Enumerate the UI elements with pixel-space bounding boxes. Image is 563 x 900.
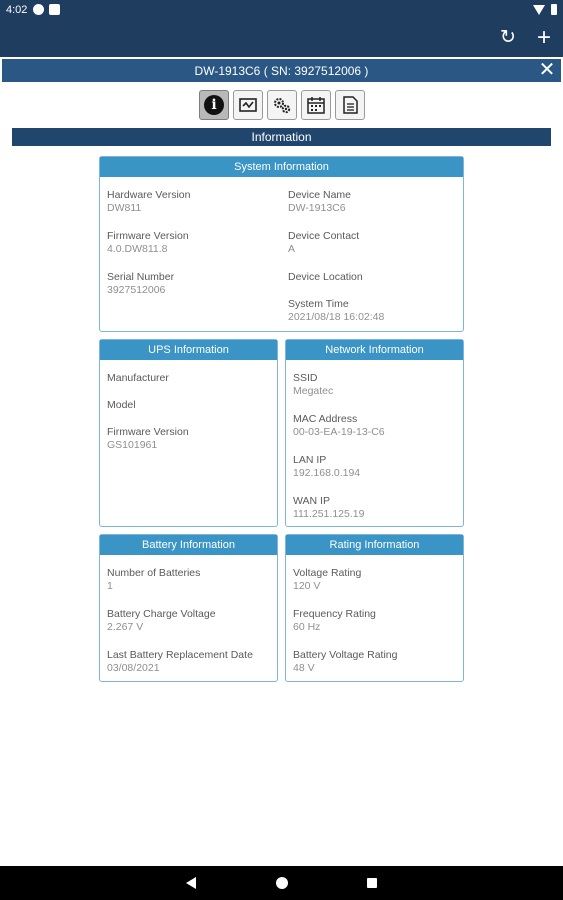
card-title: System Information bbox=[100, 157, 463, 177]
info-tab-button[interactable] bbox=[199, 90, 229, 120]
ups-information-card bbox=[99, 339, 278, 527]
battery-information-card bbox=[99, 534, 278, 682]
ssid-field: SSID Megatec bbox=[293, 372, 334, 397]
app-bar bbox=[0, 19, 563, 57]
device-header-title: DW-1913C6 ( SN: 3927512006 ) bbox=[194, 63, 369, 78]
refresh-icon[interactable]: ↻ bbox=[500, 27, 516, 48]
card-title: Battery Information bbox=[100, 535, 277, 555]
manufacturer-field: Manufacturer bbox=[107, 372, 169, 384]
back-icon[interactable] bbox=[186, 877, 196, 889]
wan-ip-field: WAN IP 111.251.125.19 bbox=[293, 495, 365, 520]
log-icon bbox=[340, 95, 360, 115]
hardware-version-field: Hardware Version DW811 bbox=[107, 189, 191, 214]
model-field: Model bbox=[107, 399, 136, 411]
notification-icon bbox=[33, 4, 44, 15]
firmware-version-field: Firmware Version 4.0.DW811.8 bbox=[107, 230, 189, 255]
mac-address-field: MAC Address 00-03-EA-19-13-C6 bbox=[293, 413, 385, 438]
battery-count-field: Number of Batteries 1 bbox=[107, 567, 201, 592]
status-bar bbox=[0, 0, 563, 19]
battery-voltage-rating-field: Battery Voltage Rating 48 V bbox=[293, 649, 398, 674]
monitor-icon bbox=[238, 95, 258, 115]
status-time: 4:02 bbox=[6, 3, 28, 16]
system-time-field: System Time 2021/08/18 16:02:48 bbox=[288, 298, 385, 323]
navigation-bar bbox=[0, 866, 563, 900]
lan-ip-field: LAN IP 192.168.0.194 bbox=[293, 454, 361, 479]
battery-charge-voltage-field: Battery Charge Voltage 2.267 V bbox=[107, 608, 216, 633]
card-title: UPS Information bbox=[100, 340, 277, 360]
info-icon: i bbox=[204, 95, 224, 115]
card-title: Rating Information bbox=[286, 535, 463, 555]
sd-card-icon bbox=[49, 4, 60, 15]
serial-number-field: Serial Number 3927512006 bbox=[107, 271, 175, 296]
toolbar bbox=[199, 90, 365, 120]
voltage-rating-field: Voltage Rating 120 V bbox=[293, 567, 362, 592]
battery-icon bbox=[551, 4, 557, 15]
device-contact-field: Device Contact A bbox=[288, 230, 360, 255]
monitor-tab-button[interactable] bbox=[233, 90, 263, 120]
network-information-card bbox=[285, 339, 464, 527]
device-location-field: Device Location bbox=[288, 271, 363, 283]
last-replacement-field: Last Battery Replacement Date 03/08/2021 bbox=[107, 649, 253, 674]
rating-information-card bbox=[285, 534, 464, 682]
system-information-card bbox=[99, 156, 464, 332]
card-title: Network Information bbox=[286, 340, 463, 360]
recent-apps-icon[interactable] bbox=[367, 878, 377, 888]
device-header bbox=[2, 59, 561, 82]
device-name-field: Device Name DW-1913C6 bbox=[288, 189, 352, 214]
add-icon[interactable]: + bbox=[536, 24, 551, 51]
wifi-icon bbox=[533, 5, 545, 15]
frequency-rating-field: Frequency Rating 60 Hz bbox=[293, 608, 376, 633]
settings-tab-button[interactable] bbox=[267, 90, 297, 120]
schedule-icon bbox=[306, 95, 326, 115]
close-icon[interactable]: ✕ bbox=[538, 59, 556, 81]
log-tab-button[interactable] bbox=[335, 90, 365, 120]
schedule-tab-button[interactable] bbox=[301, 90, 331, 120]
ups-firmware-version-field: Firmware Version GS101961 bbox=[107, 426, 189, 451]
section-title: Information bbox=[12, 128, 551, 146]
settings-icon bbox=[272, 95, 292, 115]
home-icon[interactable] bbox=[276, 877, 288, 889]
